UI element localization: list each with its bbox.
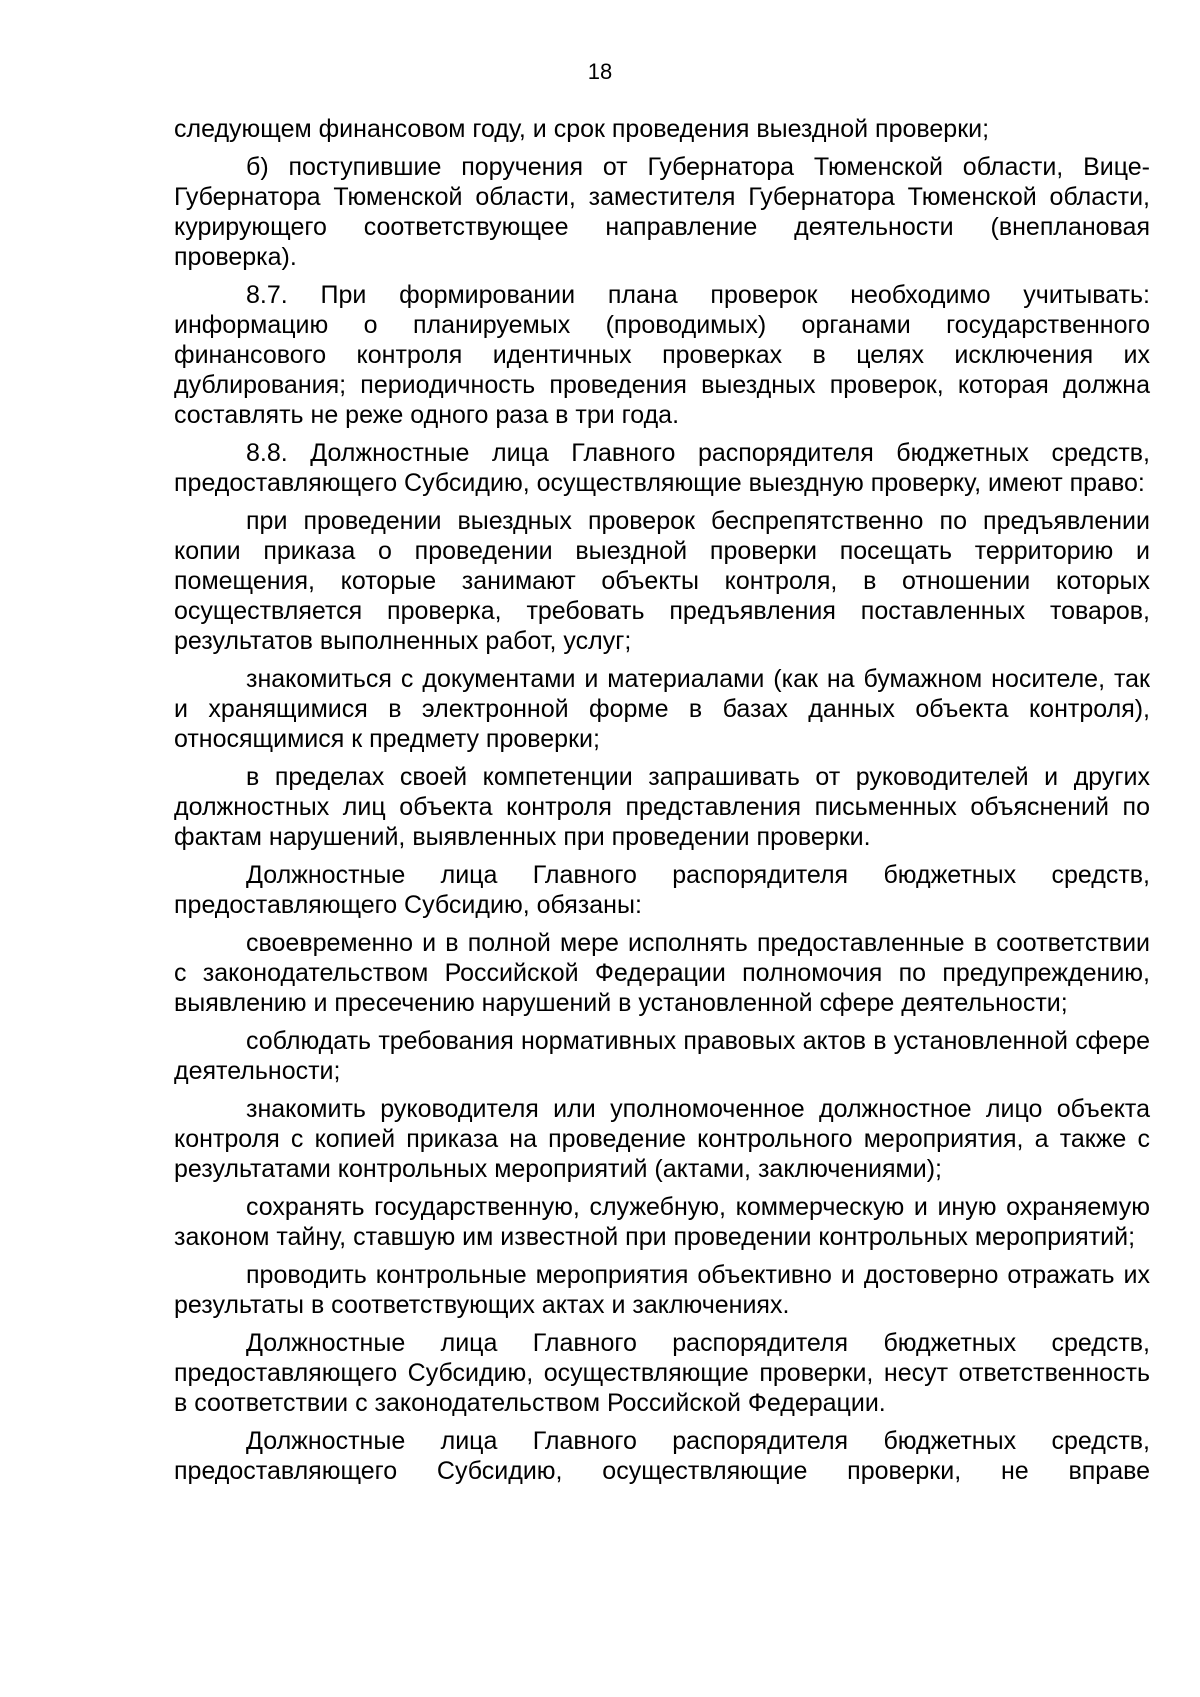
paragraph: 8.7. При формировании плана проверок необходимо учитывать: информацию о планируемых (проводимых) органами государственного финансового контроля идентичных проверках в целях исключения их дублирования; периодичность проведения выездных проверок, которая должна составлять не реже одного раза в три года. [174,281,1150,429]
paragraph: Должностные лица Главного распорядителя бюджетных средств, предоставляющего Субсидию, осуществляющие проверки, не вправе [174,1427,1150,1485]
paragraph: при проведении выездных проверок беспрепятственно по предъявлении копии приказа о проведении выездной проверки посещать территорию и помещения, которые занимают объекты контроля, в отношении которых осуществляется проверка, требовать предъявления поставленных товаров, результатов выполненных работ, услуг; [174,507,1150,655]
document-body [174,114,1150,1494]
paragraph: проводить контрольные мероприятия объективно и достоверно отражать их результаты в соответствующих актах и заключениях. [174,1261,1150,1319]
paragraph: соблюдать требования нормативных правовых актов в установленной сфере деятельности; [174,1027,1150,1085]
paragraph: знакомиться с документами и материалами (как на бумажном носителе, так и хранящимися в электронной форме в базах данных объекта контроля), относящимися к предмету проверки; [174,665,1150,753]
paragraph: Должностные лица Главного распорядителя бюджетных средств, предоставляющего Субсидию, осуществляющие проверки, несут ответственность в соответствии с законодательством Российской Федерации. [174,1329,1150,1417]
paragraph: следующем финансовом году, и срок проведения выездной проверки; [174,115,990,143]
paragraph: Должностные лица Главного распорядителя бюджетных средств, предоставляющего Субсидию, обязаны: [174,861,1150,919]
page-number: 18 [587,59,613,84]
paragraph: знакомить руководителя или уполномоченное должностное лицо объекта контроля с копией приказа на проведение контрольного мероприятия, а также с результатами контрольных мероприятий (актами, заключениями); [174,1095,1150,1183]
paragraph: в пределах своей компетенции запрашивать от руководителей и других должностных лиц объекта контроля представления письменных объяснений по фактам нарушений, выявленных при проведении проверки. [174,763,1150,851]
paragraph: 8.8. Должностные лица Главного распорядителя бюджетных средств, предоставляющего Субсидию, осуществляющие выездную проверку, имеют право: [174,439,1150,497]
paragraph: б) поступившие поручения от Губернатора Тюменской области, Вице-Губернатора Тюменской области, заместителя Губернатора Тюменской области, курирующего соответствующее направление деятельности (внеплановая проверка). [174,153,1150,271]
paragraph: сохранять государственную, служебную, коммерческую и иную охраняемую законом тайну, ставшую им известной при проведении контрольных мероприятий; [174,1193,1150,1251]
paragraph: своевременно и в полной мере исполнять предоставленные в соответствии с законодательством Российской Федерации полномочия по предупреждению, выявлению и пресечению нарушений в установленной сфере деятельности; [174,929,1150,1017]
